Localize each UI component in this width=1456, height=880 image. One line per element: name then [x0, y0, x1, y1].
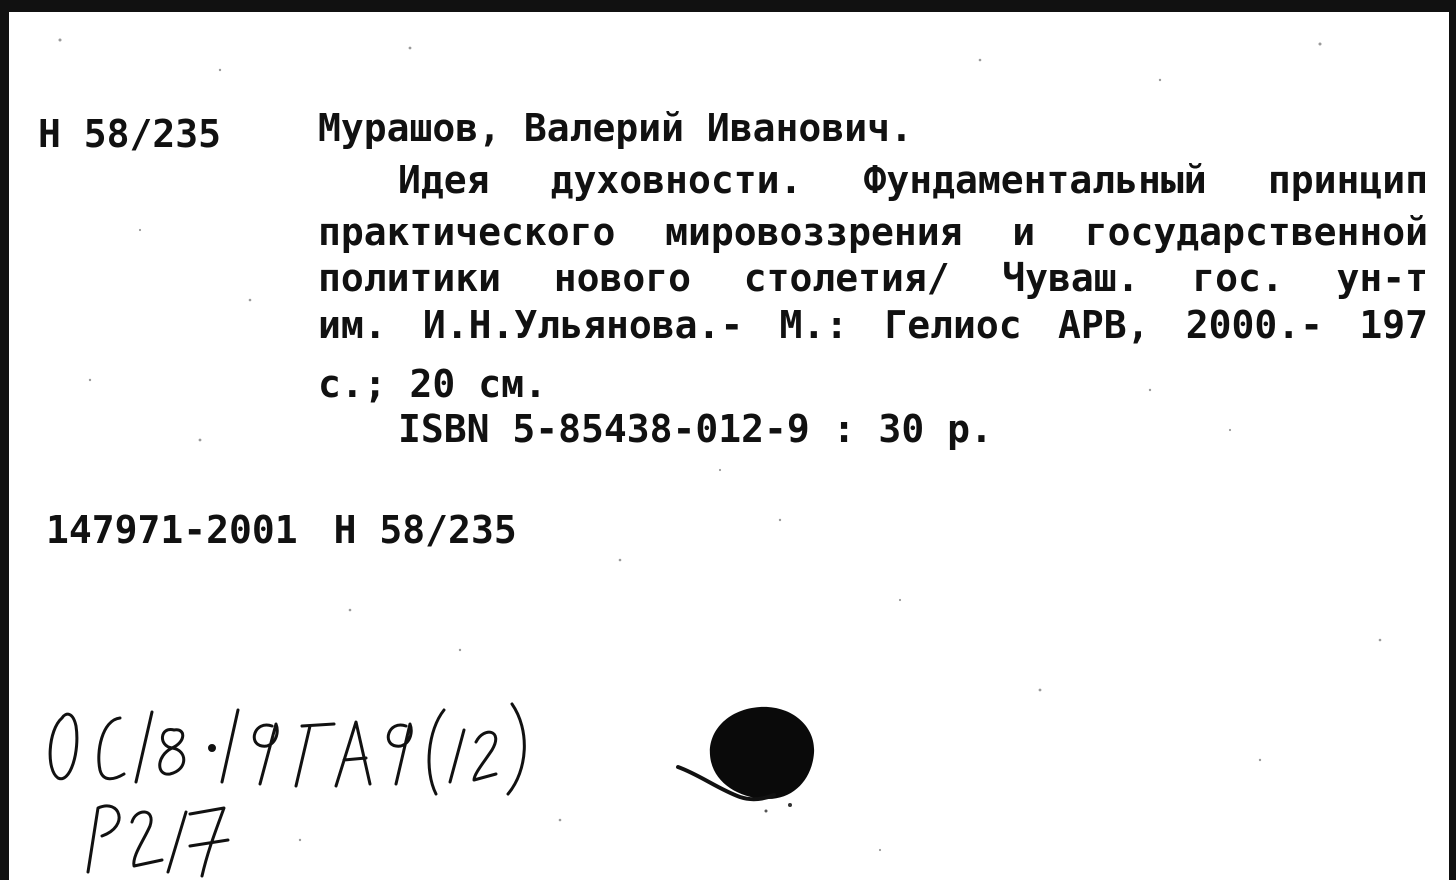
title-line-3 [318, 256, 1428, 300]
accession-call-number: Н 58/235 [333, 508, 517, 552]
word: столетия/ [743, 256, 950, 300]
publication-line [318, 303, 1428, 347]
word: Фундаментальный [863, 158, 1207, 202]
word: И.Н.Ульянова.- [422, 303, 744, 347]
word: Идея [398, 158, 490, 202]
accession-line [46, 508, 517, 552]
author-heading: Мурашов, Валерий Иванович. [318, 106, 913, 150]
word: с.; [318, 362, 387, 406]
accession-number: 147971-2001 [46, 508, 298, 552]
word: практического [318, 210, 616, 254]
word: ун-т [1336, 256, 1428, 300]
word: см. [478, 362, 547, 406]
word: гос. [1192, 256, 1284, 300]
word: им. [318, 303, 387, 347]
isbn-line: ISBN 5-85438-012-9 : 30 р. [398, 407, 993, 451]
word: Чуваш. [1002, 256, 1140, 300]
word: М.: [779, 303, 849, 347]
word: 197 [1359, 303, 1428, 347]
word: Гелиос [884, 303, 1022, 347]
word: мировоззрения [665, 210, 963, 254]
word: государственной [1084, 210, 1428, 254]
call-number: Н 58/235 [38, 112, 222, 156]
extent-line [318, 362, 547, 406]
word: духовности. [550, 158, 803, 202]
ink-blot [670, 695, 830, 825]
word: политики [318, 256, 502, 300]
word: нового [553, 256, 691, 300]
title-line-2 [318, 210, 1428, 254]
word: АРВ, [1057, 303, 1150, 347]
word: и [1012, 210, 1036, 254]
word: принцип [1267, 158, 1428, 202]
title-line-1 [398, 158, 1428, 202]
word: 2000.- [1185, 303, 1324, 347]
handwritten-shelf-mark [40, 690, 540, 880]
word: 20 [409, 362, 456, 406]
